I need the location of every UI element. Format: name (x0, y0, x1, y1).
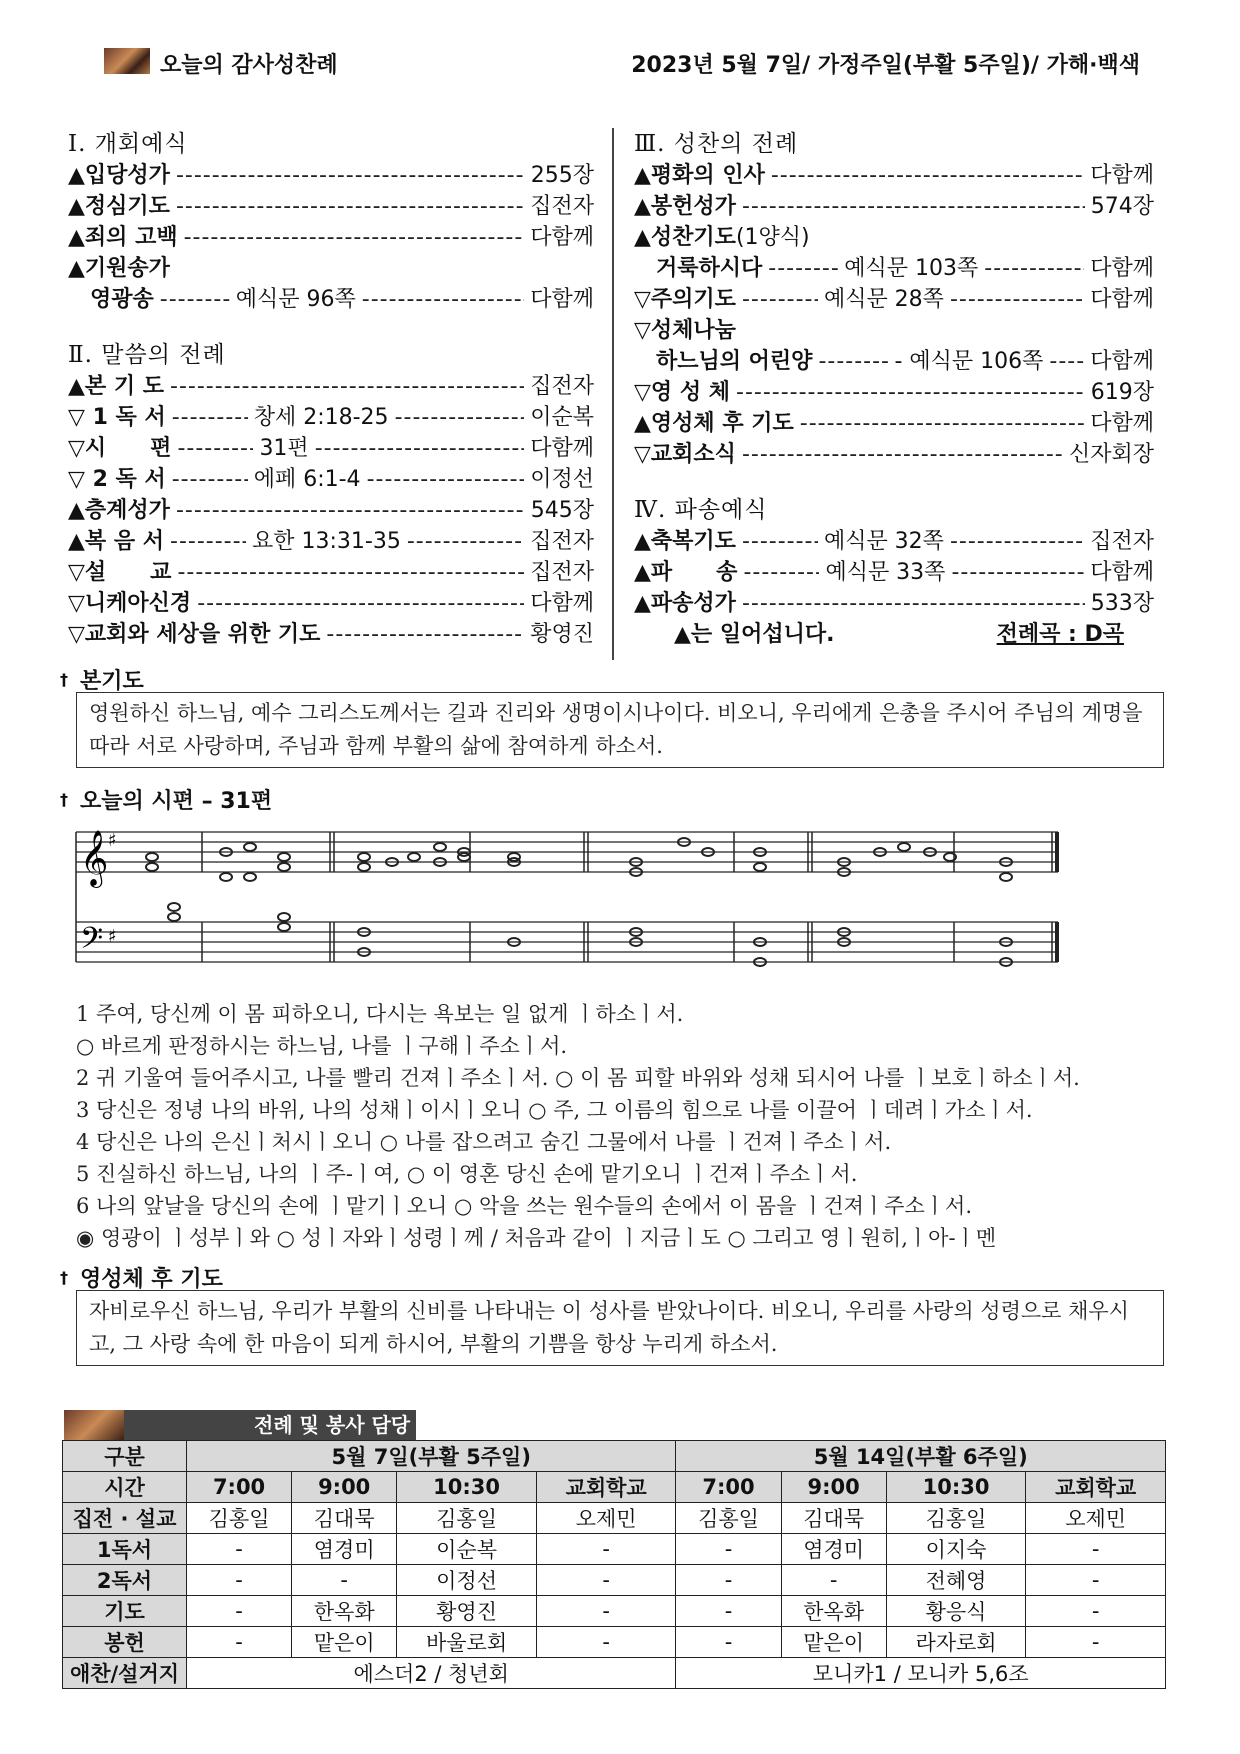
role-cell: 1독서 (63, 1534, 187, 1565)
time-header: 9:00 (292, 1472, 397, 1503)
table-cell: 이정선 (397, 1565, 537, 1596)
item-label: ▽영 성 체 (634, 380, 730, 405)
item-value: 574장 (1090, 194, 1154, 219)
item-value: 다함께 (530, 287, 594, 312)
item-label: 하느님의 어린양 (656, 349, 813, 374)
section-title: Ⅳ. 파송예식 (634, 497, 768, 523)
item-label: ▽주의기도 (634, 287, 736, 312)
item-value: 619장 (1090, 380, 1154, 405)
table-cell: 김홍일 (397, 1503, 537, 1534)
liturgy-item (634, 346, 1154, 377)
item-label: ▲복 음 서 (68, 529, 164, 554)
table-cell: 오제민 (536, 1503, 676, 1534)
table-cell: 모니카1 / 모니카 5,6조 (676, 1658, 1166, 1689)
time-header: 교회학교 (536, 1472, 676, 1503)
treble-clef-icon: 𝄞 (80, 830, 109, 886)
table-cell: 전혜영 (886, 1565, 1026, 1596)
item-value: 집전자 (1090, 529, 1154, 554)
table-cell: 구분 (63, 1441, 187, 1472)
item-label: ▲죄의 고백 (68, 225, 178, 250)
leader-dots (736, 377, 1085, 408)
leader-dots (818, 346, 888, 377)
role-cell: 애찬/설거지 (63, 1658, 187, 1689)
bass-staff (76, 922, 1058, 962)
table-cell: 맡은이 (292, 1627, 397, 1658)
item-label: ▲파송성가 (634, 591, 736, 616)
item-label: 영광송 (90, 287, 154, 312)
leader-dots (170, 526, 246, 557)
liturgy-item (68, 495, 594, 526)
item-label: ▲입당성가 (68, 163, 170, 188)
liturgy-item (634, 526, 1154, 557)
postcommunion-text: 자비로우신 하느님, 우리가 부활의 신비를 나타내는 이 성사를 받았나이다. 비오니, 우리를 사랑의 성령으로 채우시고, 그 사랑 속에 한 마음이 되게 하시어, 부활의 기쁨을 항상 누리게 하소서. (89, 1299, 1129, 1356)
table-cell: - (676, 1596, 781, 1627)
leader-dots (172, 464, 248, 495)
week1-header: 5월 7일(부활 5주일) (187, 1441, 676, 1472)
duty-table-heading (64, 1410, 416, 1440)
item-label: ▲축복기도 (634, 529, 736, 554)
liturgy-item (68, 160, 594, 191)
table-cell: - (187, 1627, 292, 1658)
leader-dots (950, 284, 1084, 315)
role-cell: 집전 · 설교 (63, 1503, 187, 1534)
liturgy-item (634, 253, 1154, 284)
item-value: 황영진 (530, 622, 594, 647)
liturgy-item (68, 371, 594, 402)
liturgy-item (68, 191, 594, 222)
liturgy-item (634, 160, 1154, 191)
leader-dots (176, 160, 525, 191)
table-cell: - (292, 1565, 397, 1596)
section-title: Ⅱ. 말씀의 전례 (68, 342, 226, 368)
time-header: 9:00 (781, 1472, 886, 1503)
duty-roster-table (62, 1440, 1166, 1689)
table-cell: 맡은이 (781, 1627, 886, 1658)
psalm-verse: ◉ 영광이 ㅣ성부ㅣ와 ○ 성ㅣ자와ㅣ성령ㅣ께 / 처음과 같이 ㅣ지금ㅣ도 ○ 그리고 영ㅣ원히,ㅣ아-ㅣ멘 (76, 1226, 997, 1250)
collect-text: 영원하신 하느님, 예수 그리스도께서는 길과 진리와 생명이시나이다. 비오니, 우리에게 은총을 주시어 주님의 계명을 따라 서로 사랑하며, 주님과 함께 부활의 삶에 참여하게 하소서. (89, 701, 1143, 758)
table-cell: - (187, 1534, 292, 1565)
table-cell: - (676, 1565, 781, 1596)
table-row (63, 1503, 1166, 1534)
leader-dots (742, 191, 1085, 222)
role-cell: 봉헌 (63, 1627, 187, 1658)
table-cell: 황응식 (886, 1596, 1026, 1627)
leader-dots (176, 191, 524, 222)
psalm-chant-score (74, 822, 1074, 982)
leader-dots (1049, 346, 1084, 377)
table-cell: - (1026, 1596, 1166, 1627)
item-value: 다함께 (530, 591, 594, 616)
item-label: ▲영성체 후 기도 (634, 411, 794, 436)
liturgy-item (68, 284, 594, 315)
sharp-icon: ♯ (108, 926, 117, 947)
psalm-verse: ○ 바르게 판정하시는 하느님, 나를 ㅣ구해ㅣ주소ㅣ서. (76, 1034, 568, 1058)
table-cell: 황영진 (397, 1596, 537, 1627)
item-value: 다함께 (1090, 163, 1154, 188)
table-cell: 김홍일 (187, 1503, 292, 1534)
sharp-icon: ♯ (108, 830, 117, 851)
time-header: 교회학교 (1026, 1472, 1166, 1503)
item-reference: 31편 (259, 436, 309, 461)
time-header: 10:30 (886, 1472, 1026, 1503)
collect-heading: † 본기도 (60, 669, 144, 694)
liturgy-item (68, 557, 594, 588)
liturgy-item (68, 588, 594, 619)
liturgy-item (634, 191, 1154, 222)
table-cell: 염경미 (781, 1534, 886, 1565)
psalm-verse: 1 주여, 당신께 이 몸 피하오니, 다시는 욕보는 일 없게 ㅣ하소ㅣ서. (76, 1002, 684, 1026)
item-value: 다함께 (1090, 287, 1154, 312)
psalm-verse: 6 나의 앞날을 당신의 손에 ㅣ맡기ㅣ오니 ○ 악을 쓰는 원수들의 손에서 이 몸을 ㅣ건져ㅣ주소ㅣ서. (76, 1194, 973, 1218)
table-cell: 한옥화 (292, 1596, 397, 1627)
item-reference: 예식문 32쪽 (823, 529, 944, 554)
item-value: 533장 (1090, 591, 1154, 616)
church-photo-thumbnail (64, 1410, 124, 1440)
leader-dots (170, 371, 524, 402)
item-value: 545장 (530, 498, 594, 523)
table-cell: 한옥화 (781, 1596, 886, 1627)
liturgy-item (634, 439, 1154, 470)
item-label: ▽성체나눔 (634, 318, 736, 343)
leader-dots (742, 588, 1085, 619)
table-row (63, 1627, 1166, 1658)
section-gap (68, 315, 594, 339)
item-value: 255장 (530, 163, 594, 188)
psalm-heading: † 오늘의 시편 – 31편 (60, 789, 273, 814)
table-cell: 시간 (63, 1472, 187, 1503)
table-cell: 김대묵 (292, 1503, 397, 1534)
liturgy-item (68, 253, 594, 284)
table-row (63, 1596, 1166, 1627)
item-label: ▲본 기 도 (68, 374, 164, 399)
liturgy-order-right (634, 128, 1154, 650)
item-value: 이정선 (530, 467, 594, 492)
item-sublabel: (1양식) (735, 225, 810, 250)
item-reference: 예식문 33쪽 (825, 560, 946, 585)
table-cell: - (536, 1534, 676, 1565)
leader-dots (771, 160, 1084, 191)
liturgy-item (634, 222, 1154, 253)
week2-header: 5월 14일(부활 6주일) (676, 1441, 1166, 1472)
leader-dots (742, 526, 818, 557)
item-value: 다함께 (1090, 256, 1154, 281)
item-label: ▲평화의 인사 (634, 163, 765, 188)
item-label: ▽설 교 (68, 560, 172, 585)
leader-dots (172, 402, 248, 433)
leader-dots (800, 408, 1084, 439)
table-cell: 김대묵 (781, 1503, 886, 1534)
item-value: 다함께 (1090, 349, 1154, 374)
liturgy-item (68, 464, 594, 495)
standing-note-text: ▲는 일어섭니다. (674, 622, 835, 647)
table-cell: - (187, 1565, 292, 1596)
table-cell: 이순복 (397, 1534, 537, 1565)
item-label: ▽교회와 세상을 위한 기도 (68, 622, 321, 647)
cross-icon: † (60, 1268, 68, 1287)
liturgy-item (634, 408, 1154, 439)
item-reference: 예식문 103쪽 (844, 256, 979, 281)
leader-dots (742, 284, 818, 315)
table-cell: - (1026, 1565, 1166, 1596)
leader-dots (184, 222, 525, 253)
liturgy-item (634, 377, 1154, 408)
psalm-verse: 3 당신은 정녕 나의 바위, 나의 성채ㅣ이시ㅣ오니 ○ 주, 그 이름의 힘으로 나를 이끌어 ㅣ데려ㅣ가소ㅣ서. (76, 1098, 1033, 1122)
item-label: ▽교회소식 (634, 442, 736, 467)
leader-dots (951, 557, 1084, 588)
postcommunion-box (76, 1290, 1164, 1366)
table-cell: 염경미 (292, 1534, 397, 1565)
item-value: 다함께 (530, 436, 594, 461)
liturgy-item (634, 588, 1154, 619)
church-photo-thumbnail (104, 48, 150, 74)
table-cell: 이지숙 (886, 1534, 1026, 1565)
table-cell: - (536, 1627, 676, 1658)
leader-dots (177, 557, 524, 588)
collect-box (76, 692, 1164, 768)
page-title: 오늘의 감사성찬례 (160, 53, 338, 78)
section-title: Ⅰ. 개회예식 (68, 131, 188, 157)
duty-table-title: 전례 및 봉사 담당 (124, 1410, 416, 1440)
item-label: ▽ 2 독 서 (68, 467, 166, 492)
liturgy-item (634, 284, 1154, 315)
table-row (63, 1658, 1166, 1689)
item-reference: 예식문 96쪽 (235, 287, 356, 312)
liturgy-item (68, 402, 594, 433)
liturgy-item (68, 526, 594, 557)
item-reference: 창세 2:18-25 (253, 405, 389, 430)
item-reference: 요한 13:31-35 (252, 529, 401, 554)
notes (146, 838, 1012, 966)
service-date: 2023년 5월 7일/ 가정주일(부활 5주일)/ 가해·백색 (631, 53, 1140, 78)
item-value: 집전자 (530, 194, 594, 219)
leader-dots (367, 464, 525, 495)
leader-dots (743, 557, 819, 588)
item-value: 다함께 (1090, 411, 1154, 436)
leader-dots (984, 253, 1084, 284)
bass-clef-icon: 𝄢 (80, 922, 104, 963)
psalm-verse: 2 귀 기울여 들어주시고, 나를 빨리 건져ㅣ주소ㅣ서. ○ 이 몸 피할 바위와 성채 되시어 나를 ㅣ보호ㅣ하소ㅣ서. (76, 1066, 1080, 1090)
item-label: ▲파 송 (634, 560, 738, 585)
table-cell: - (676, 1534, 781, 1565)
liturgy-order-left (68, 128, 594, 650)
item-label: ▲성찬기도 (634, 225, 736, 250)
table-row (63, 1472, 1166, 1503)
table-cell: - (1026, 1534, 1166, 1565)
table-row (63, 1534, 1166, 1565)
table-cell: 라자로회 (886, 1627, 1026, 1658)
liturgy-item (634, 557, 1154, 588)
standing-note (634, 619, 1154, 650)
psalm-verse: 5 진실하신 하느님, 나의 ㅣ주-ㅣ여, ○ 이 영혼 당신 손에 맡기오니 ㅣ건져ㅣ주소ㅣ서. (76, 1162, 858, 1186)
table-cell: - (536, 1565, 676, 1596)
table-cell: - (781, 1565, 886, 1596)
leader-dots (950, 526, 1084, 557)
item-value: 집전자 (530, 560, 594, 585)
table-cell: 오제민 (1026, 1503, 1166, 1534)
item-value: 집전자 (530, 529, 594, 554)
table-cell: - (1026, 1627, 1166, 1658)
leader-dots (197, 588, 524, 619)
leader-dots (407, 526, 524, 557)
time-header: 10:30 (397, 1472, 537, 1503)
time-header: 7:00 (676, 1472, 781, 1503)
item-label: ▽ 1 독 서 (68, 405, 166, 430)
leader-dots (326, 619, 524, 650)
psalm-verse: 4 당신은 나의 은신ㅣ처시ㅣ오니 ○ 나를 잡으려고 숨긴 그물에서 나를 ㅣ건져ㅣ주소ㅣ서. (76, 1130, 892, 1154)
item-value: 이순복 (530, 405, 594, 430)
item-label: ▽니케아신경 (68, 591, 192, 616)
table-cell: - (187, 1596, 292, 1627)
column-divider (612, 128, 614, 660)
time-header: 7:00 (187, 1472, 292, 1503)
leader-dots (176, 495, 525, 526)
leader-dots (395, 402, 525, 433)
leader-dots (160, 284, 230, 315)
table-row (63, 1565, 1166, 1596)
item-reference: 예식문 28쪽 (823, 287, 944, 312)
section-title: Ⅲ. 성찬의 전례 (634, 131, 799, 157)
item-label: ▲층계성가 (68, 498, 170, 523)
item-label: ▲정심기도 (68, 194, 170, 219)
item-reference: - 예식문 106쪽 (894, 349, 1044, 374)
treble-staff (76, 832, 1058, 872)
item-label: ▽시 편 (68, 436, 172, 461)
page-header (100, 44, 1140, 80)
item-reference: 에페 6:1-4 (253, 467, 361, 492)
liturgy-item (68, 222, 594, 253)
role-cell: 2독서 (63, 1565, 187, 1596)
item-value: 다함께 (1090, 560, 1154, 585)
role-cell: 기도 (63, 1596, 187, 1627)
table-row (63, 1441, 1166, 1472)
item-value: 집전자 (530, 374, 594, 399)
table-cell: 바울로회 (397, 1627, 537, 1658)
liturgy-item (68, 619, 594, 650)
item-value: 다함께 (530, 225, 594, 250)
liturgy-item (634, 315, 1154, 346)
leader-dots (768, 253, 838, 284)
section-gap (634, 470, 1154, 494)
postcommunion-heading: † 영성체 후 기도 (60, 1267, 223, 1292)
table-cell: 에스더2 / 청년회 (187, 1658, 676, 1689)
psalm-verses (76, 998, 1166, 1254)
table-cell: - (676, 1627, 781, 1658)
liturgy-item (68, 433, 594, 464)
cross-icon: † (60, 790, 68, 809)
table-cell: 김홍일 (676, 1503, 781, 1534)
liturgical-music-note: 전례곡 : D곡 (996, 622, 1124, 647)
table-cell: - (536, 1596, 676, 1627)
table-cell: 김홍일 (886, 1503, 1026, 1534)
leader-dots (362, 284, 524, 315)
item-value: 신자회장 (1068, 442, 1154, 467)
cross-icon: † (60, 670, 68, 689)
leader-dots (742, 439, 1063, 470)
item-label: ▲봉헌성가 (634, 194, 736, 219)
item-label: 거룩하시다 (656, 256, 763, 281)
leader-dots (315, 433, 525, 464)
item-label: ▲기원송가 (68, 256, 170, 281)
leader-dots (177, 433, 253, 464)
